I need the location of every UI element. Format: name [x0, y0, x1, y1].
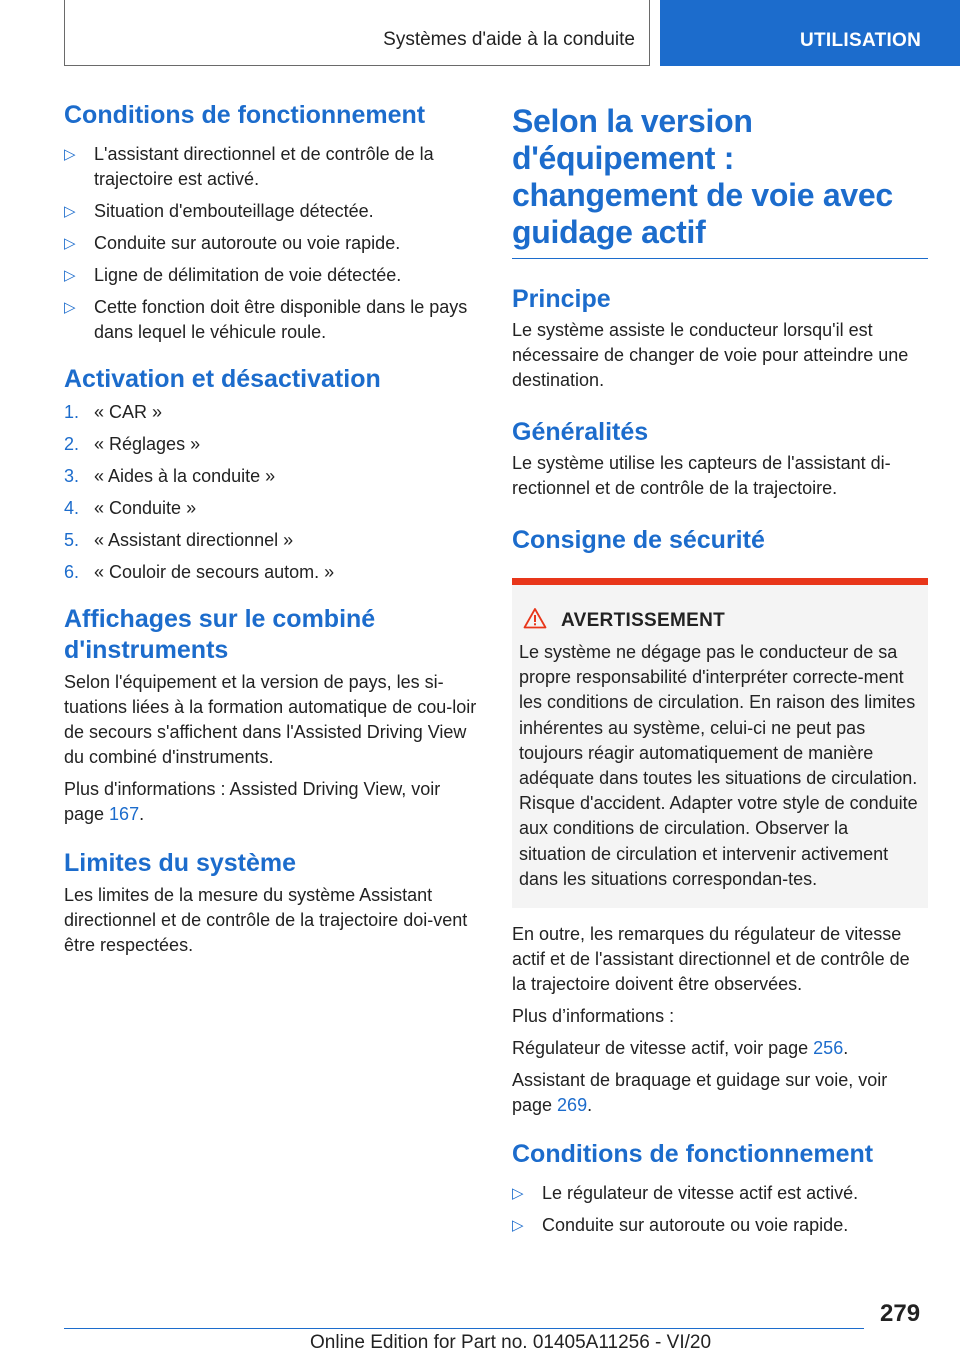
display-more-info	[64, 777, 480, 827]
reference-prefix: Régulateur de vitesse actif, voir page	[512, 1038, 814, 1059]
step-text: « CAR »	[94, 402, 163, 422]
conditions-heading-2: Conditions de fonctionnement	[512, 1140, 874, 1169]
page-link-269[interactable]: 269	[557, 1095, 588, 1116]
reference-suffix: .	[587, 1095, 593, 1116]
more-info-label: Plus d’informations :	[512, 1006, 675, 1027]
list-item: ▷ Cette fonction doit être disponible dans le pays dans lequel le véhicule roule.	[64, 295, 480, 345]
step-item	[64, 496, 480, 521]
general-text: Le système utilise les capteurs de l'assistant di-rectionnel et de contrôle de la trajectoire.	[512, 453, 891, 498]
step-number: 1.	[64, 402, 80, 422]
step-number: 2.	[64, 434, 80, 454]
warning-header	[523, 607, 920, 634]
limits-heading: Limites du système	[64, 849, 297, 877]
step-number: 6.	[64, 562, 80, 582]
list-item: ▷ Conduite sur autoroute ou voie rapide.	[64, 231, 480, 256]
step-text: « Conduite »	[94, 498, 197, 518]
header-chapter-tab[interactable]	[660, 0, 960, 66]
step-text: « Couloir de secours autom. »	[94, 562, 335, 582]
principle-heading: Principe	[512, 285, 611, 313]
conditions-list-2	[512, 1181, 928, 1238]
after-warning-text: En outre, les remarques du régulateur de vitesse actif et de l'assistant directionnel et de contrôle de la trajectoire doivent être observées.	[512, 924, 910, 995]
list-item: ▷ Situation d'embouteillage détectée.	[64, 199, 480, 224]
display-text: Selon l'équipement et la version de pays, les si-tuations liées à la formation automatique de cou-loir de secours s'affichent dans l'Assisted Driving View du combiné d'instruments.	[64, 672, 477, 767]
title-rule	[512, 258, 928, 259]
step-item	[64, 400, 480, 425]
header-section-box	[64, 0, 650, 66]
principle-text: Le système assiste le conducteur lorsqu'il est nécessaire de changer de voie pour atteindre une destination.	[512, 320, 909, 390]
list-item: ▷ Le régulateur de vitesse actif est activé.	[512, 1181, 928, 1206]
header-chapter-label: UTILISATION	[800, 30, 922, 51]
step-text: « Aides à la conduite »	[94, 466, 276, 486]
step-item	[64, 528, 480, 553]
warning-triangle-icon	[523, 607, 547, 634]
general-heading: Généralités	[512, 418, 649, 446]
step-number: 5.	[64, 530, 80, 550]
display-heading: Affichages sur le combiné d'instruments	[64, 605, 376, 664]
reference-suffix: .	[843, 1038, 849, 1059]
step-text: « Réglages »	[94, 434, 201, 454]
page-number: 279	[880, 1300, 921, 1327]
more-info-prefix: Plus d'informations : Assisted Driving View, voir page	[64, 779, 441, 824]
activation-heading: Activation et désactivation	[64, 365, 381, 393]
list-item: ▷ L'assistant directionnel et de contrôle de la trajectoire est activé.	[64, 142, 480, 192]
reference-prefix: Assistant de braquage et guidage sur voie, voir page	[512, 1070, 888, 1116]
activation-steps	[64, 400, 480, 585]
step-item	[64, 464, 480, 489]
page-link-256[interactable]: 256	[813, 1038, 844, 1059]
limits-text: Les limites de la mesure du système Assistant directionnel et de contrôle de la trajectoire doi-vent être respectées.	[64, 885, 468, 955]
right-column	[512, 103, 928, 1245]
step-item	[64, 560, 480, 585]
left-column	[64, 100, 480, 958]
header-section-title: Systèmes d'aide à la conduite	[383, 29, 635, 50]
page-link-167[interactable]: 167	[109, 804, 140, 824]
safety-heading: Consigne de sécurité	[512, 526, 765, 554]
reference-steering-assist	[512, 1068, 928, 1118]
step-number: 3.	[64, 466, 80, 486]
conditions-list	[64, 142, 480, 345]
step-item	[64, 432, 480, 457]
warning-text: Le système ne dégage pas le conducteur de sa propre responsabilité d'interpréter correcte-ment les conditions de circulation. En raison des limites inhérentes au système, celui-ci ne peut pas toujours réagir automatiquement de manière adéquate dans toutes les situations de circulation. Risque d'accident. Adapter votre style de conduite aux conditions de circulation. Observer la situation de circulation et intervenir activement dans les situations correspondan-tes.	[519, 642, 918, 889]
warning-title: AVERTISSEMENT	[561, 609, 726, 631]
footer-rule	[64, 1328, 864, 1329]
reference-cruise-control	[512, 1036, 928, 1061]
warning-box	[512, 578, 928, 908]
conditions-heading: Conditions de fonctionnement	[64, 101, 426, 129]
footer-edition: Online Edition for Part no. 01405A11256 - VI/20	[310, 1332, 712, 1353]
list-item: ▷ Conduite sur autoroute ou voie rapide.	[512, 1213, 928, 1238]
list-item: ▷ Ligne de délimitation de voie détectée.	[64, 263, 480, 288]
step-text: « Assistant directionnel »	[94, 530, 294, 550]
section-title: Selon la version d'équipement : changement de voie avec guidage actif	[512, 103, 893, 250]
more-info-suffix: .	[139, 804, 145, 824]
step-number: 4.	[64, 498, 80, 518]
